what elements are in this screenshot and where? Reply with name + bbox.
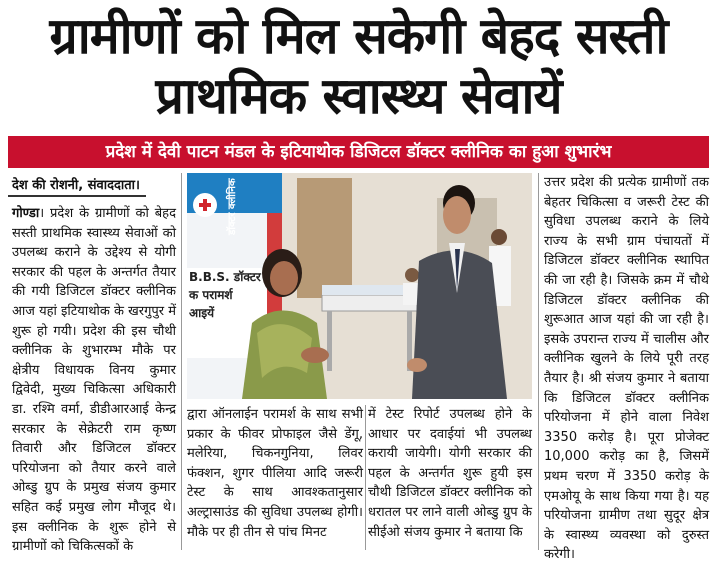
- headline-line-1: ग्रामीणों को मिल सकेगी बेहद सस्ती: [49, 7, 668, 65]
- article-column-1: [12, 204, 176, 555]
- column-divider: [365, 405, 366, 550]
- news-photo: [187, 173, 532, 399]
- headline-line-2: प्राथमिक स्वास्थ्य सेवायें: [155, 67, 562, 125]
- banner-top-text: डॉक्टर क्लीनिक: [227, 178, 238, 235]
- article-column-3: में टेस्ट रिपोर्ट उपलब्ध होने के आधार पर दवाईयां भी उपलब्ध करायी जायेगी। योगी सरकार की पहल के अन्तर्गत शुरू हुयी इस चौथी डिजिटल डॉक्टर क्लीनिक को धरातल पर लाने वाली ओब्डु ग्रुप के सीईओ संजय कुमार ने बताया कि: [368, 407, 532, 540]
- article-column-1-text: । प्रदेश के ग्रामीणों को बेहद सस्ती प्राथमिक स्वास्थ्य सेवाओं को उपलब्ध कराने के उद्देश्य से योगी सरकार की पहल के अन्तर्गत तैयार की गयी डिजिटल डॉक्टर क्लीनिक आज यहां इटियाथोक के खरगुपुर में शुरू हो गयी। प्रदेश की इस चौथी क्लीनिक के शुभारम्भ मौके पर क्षेत्रीय विधायक विनय कुमार द्विवेदी, मुख्य चिकित्सा अधिकारी डा. रश्मि वर्मा, डीडीआरआई केन्द्र सरकार के सेक्रेटरी राम कृष्ण तिवारी और डिजिटल डॉक्टर परियोजना को तैयार करने वाले ओब्डु ग्रुप के प्रमुख संजय कुमार सहित कई प्रमुख लोग मौजूद थे। इस क्लीनिक के शुरू होने से ग्रामीणों को चिकित्सकों के: [12, 206, 176, 555]
- banner-line-1: B.B.S. डॉक्टर: [189, 270, 261, 284]
- banner-text-block: [187, 268, 284, 322]
- byline: देश की रोशनी, संवाददाता।: [8, 175, 146, 197]
- dateline-place: गोण्डा: [12, 206, 40, 221]
- column-divider: [181, 173, 182, 550]
- column-divider: [538, 173, 539, 550]
- subheadline-banner: प्रदेश में देवी पाटन मंडल के इटियाथोक डिजिटल डॉक्टर क्लीनिक का हुआ शुभारंभ: [8, 136, 709, 168]
- article-column-2: द्वारा ऑनलाईन परामर्श के साथ सभी प्रकार के फीवर प्रोफाइल जैसे डेंगू, मलेरिया, चिकनगुनिया, लिवर फंक्शन, शुगर पीलिया आदि जरूरी टेस्ट के साथ आवश्कतानुसार अल्ट्रासाउंड की सुविधा उपलब्ध होगी। मौके पर ही तीन से पांच मिनट: [187, 407, 363, 540]
- article-column-4: उत्तर प्रदेश की प्रत्येक ग्रामीणों तक बेहतर चिकित्सा व जरूरी टेस्ट की सुविधा उपलब्ध कराने के लिये राज्य के सभी ग्राम पंचायतों में डिजिटल डॉक्टर क्लीनिक स्थापित की जा रही है। जिसके क्रम में चौथे डिजिटल डॉक्टर क्लीनिक की शुरूआत आज यहां की जा रही है। इसके उपरान्त राज्य में चालीस और क्लीनिक खुलने के लिये पूरी तरह तैयार है। श्री संजय कुमार ने बताया कि डिजिटल डॉक्टर क्लीनिक परियोजना में होने वाला निवेश 3350 करोड़ है। पूरा प्रोजेक्ट 10,000 करोड़ का है, जिसमें प्रथम चरण में 3350 करोड़ के एमओयू के साथ किया गया है। यह परियोजना ग्रामीण तथा सुदूर क्षेत्र के स्वास्थ्य व्यवस्था को दुरुस्त करेगी।: [544, 175, 709, 563]
- banner-line-3: आइयें: [189, 306, 215, 320]
- banner-line-2: क परामर्श: [189, 288, 233, 302]
